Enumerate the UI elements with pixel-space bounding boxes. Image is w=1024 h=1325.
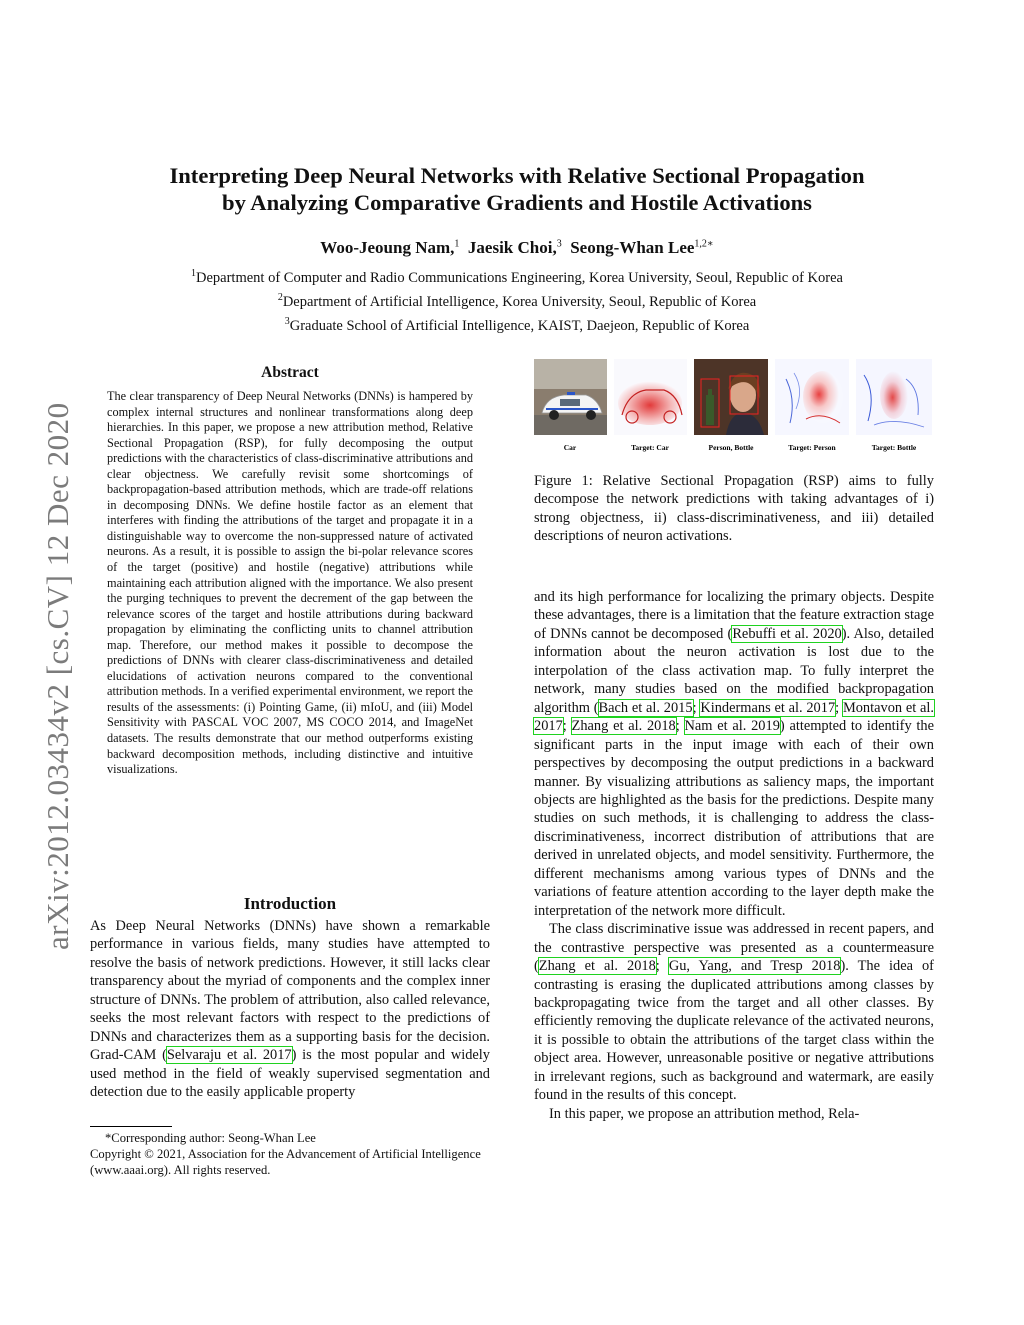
- figure-label-car: Car: [563, 443, 577, 452]
- citation-montavon[interactable]: Montavon et al. 2017: [534, 699, 935, 735]
- footnotes: [90, 1130, 490, 1178]
- figure-label-target-bottle: Target: Bottle: [871, 443, 917, 452]
- arxiv-identifier: arXiv:2012.03434v2 [cs.CV] 12 Dec 2020: [40, 402, 75, 950]
- citation-selvaraju[interactable]: Selvaraju et al. 2017: [166, 1047, 292, 1064]
- figure-1-images: [534, 359, 934, 455]
- figure-panel-car-photo: [534, 359, 607, 435]
- citation-nam[interactable]: Nam et al. 2019: [684, 718, 780, 735]
- abstract-heading: Abstract: [261, 364, 319, 381]
- figure-panel-target-person: [775, 359, 849, 435]
- figure-label-person-bottle: Person, Bottle: [708, 443, 754, 452]
- figure-panel-person-bottle-photo: [694, 359, 768, 435]
- author-2-affil: 3: [556, 238, 562, 250]
- figure-label-target-person: Target: Person: [788, 443, 836, 452]
- citation-zhang[interactable]: Zhang et al. 2018: [571, 718, 676, 735]
- intro-paragraph-1: As Deep Neural Networks (DNNs) have shown a remarkable performance in various fields, many studies have attempted to resolve the basis of network predictions. However, it still lacks clear transparency about the myriad of components and the complex inner structure of DNNs. The problem of attribution, also called relevance, seeks the most relevant factors with respect to the predictions of DNNs and characterizes them as a supporting basis for the decision. Grad-CAM (Selvaraju et al. 2017) is the most popular and widely used method in the field of weakly supervised segmentation and detection due to the easily applicable property: [90, 918, 490, 1101]
- paper-title: [100, 162, 934, 216]
- right-paragraph-3: In this paper, we propose an attribution method, Rela-: [549, 1105, 860, 1122]
- figure-label-target-car: Target: Car: [631, 443, 669, 452]
- introduction-body: [90, 917, 490, 1102]
- arxiv-sidebar-stamp: [18, 350, 75, 950]
- citation-kindermans[interactable]: Kindermans et al. 2017: [700, 699, 836, 716]
- affiliations: [100, 264, 934, 335]
- citation-gu[interactable]: Gu, Yang, and Tresp 2018: [668, 958, 841, 975]
- citation-zhang-2[interactable]: Zhang et al. 2018: [538, 958, 656, 975]
- title-line-1: Interpreting Deep Neural Networks with Relative Sectional Propagation: [169, 163, 865, 188]
- figure-panel-target-car: [614, 359, 687, 435]
- footnote-corresponding: *Corresponding author: Seong-Whan Lee: [105, 1131, 316, 1145]
- title-line-2: by Analyzing Comparative Gradients and Hostile Activations: [222, 190, 812, 215]
- affiliation-2: $^2$Department of Artificial Intelligence, Korea University, Seoul, Republic of Korea: [277, 291, 757, 310]
- figure-1-caption: Figure 1: Relative Sectional Propagation (RSP) aims to fully decompose the network predictions with taking advantages of i) strong objectness, ii) class-discriminativeness, and iii) detailed descriptions of neuron activations.: [534, 473, 934, 545]
- right-paragraph-2: The class discriminative issue was addressed in recent papers, and the contrastive perspective was presented as a countermeasure (Zhang et al. 2018; Gu, Yang, and Tresp 2018). The idea of contrasting is erasing the duplicated attributions among classes by backpropagating twice from the target and all other classes. By efficiently removing the duplicate relevance of the activated neurons, it is possible to obtain the attributions of the target class within the object area. However, unreasonable positive or negative attributions in irrelevant regions, such as background and watermark, are easily found in the results of this concept.: [534, 921, 934, 1104]
- right-column-body: [534, 588, 934, 1123]
- author-1: Woo-Jeoung Nam,: [320, 238, 455, 257]
- introduction-heading: Introduction: [243, 894, 337, 913]
- author-3-affil: 1,2∗: [694, 238, 714, 250]
- abstract-body: The clear transparency of Deep Neural Networks (DNNs) is hampered by complex internal structures and nonlinear transformations along deep hierarchies. In this paper, we propose a new attribution method, Relative Sectional Propagation (RSP), for fully decomposing the output predictions with the characteristics of class-discriminative attributions and clear objectness. We carefully revisit some shortcomings of backpropagation-based attribution methods, which are trade-off relations in decomposing DNNs. We define hostile factor as an element that interferes with finding the attributions of the target and propagate it in a distinguishable way to overcome the non-suppressed nature of activated neurons. As a result, it is possible to assign the bi-polar relevance scores of the target (positive) and hostile (negative) attributions while maintaining each attribution aligned with the importance. We also present the purging techniques to prevent the decrement of the gap between the relevance scores of the target and hostile attributions during backward propagation by eliminating the conflicting units to channel attribution map. Therefore, our method makes it possible to decompose the predictions of DNNs with clearer class-discriminativeness and detailed elucidations of activation neurons compared to the conventional attribution methods. In a verified experimental environment, we report the results of the assessments: (i) Pointing Game, (ii) mIoU, and (iii) Model Sensitivity with PASCAL VOC 2007, MS COCO 2014, and ImageNet datasets. The results demonstrate that our method outperforms existing backward decomposition methods, including distinctive and intuitive visualizations.: [107, 389, 473, 777]
- figure-1: [534, 359, 934, 455]
- footnote-copyright: Copyright © 2021, Association for the Advancement of Artificial Intelligence (www.aaai.org). All rights reserved.: [90, 1147, 481, 1177]
- affiliation-1: $^1$Department of Computer and Radio Communications Engineering, Korea University, Seoul, Republic of Korea: [191, 268, 843, 286]
- citation-bach[interactable]: Bach et al. 2015: [598, 699, 693, 716]
- author-1-affil: 1: [454, 238, 460, 250]
- footnote-rule: [90, 1126, 172, 1127]
- author-list: [100, 238, 934, 258]
- citation-rebuffi[interactable]: Rebuffi et al. 2020: [732, 625, 842, 642]
- affiliation-3: $^3$Graduate School of Artificial Intelligence, KAIST, Daejeon, Republic of Korea: [284, 315, 750, 334]
- author-2: Jaesik Choi,: [467, 238, 557, 257]
- right-paragraph-1: and its high performance for localizing the primary objects. Despite these advantages, there is a limitation that the feature extraction stage of DNNs cannot be decomposed (Rebuffi et al. 2020). Also, detailed information about the neuron activation is lost due to the interpolation of the class activation map. To fully interpret the network, many studies based on the modified backpropagation algorithm (Bach et al. 2015; Kindermans et al. 2017; Montavon et al. 2017; Zhang et al. 2018; Nam et al. 2019) attempted to identify the significant parts in the input image with each of their own perspectives by decomposing the output predictions in a backward manner. By visualizing attributions as saliency maps, the important objects are highlighted as the basis for the predictions. Despite many studies on such methods, it is challenging to address the class-discriminativeness, incorrect distribution of attributions that are derived in unrelated objects, and model sensitivity. Furthermore, the different mechanisms among various types of DNNs and the variations of feature attention according to the layer depth make the interpretation of the network more difficult.: [534, 589, 935, 919]
- author-3: Seong-Whan Lee: [570, 238, 695, 257]
- figure-panel-target-bottle: [856, 359, 932, 435]
